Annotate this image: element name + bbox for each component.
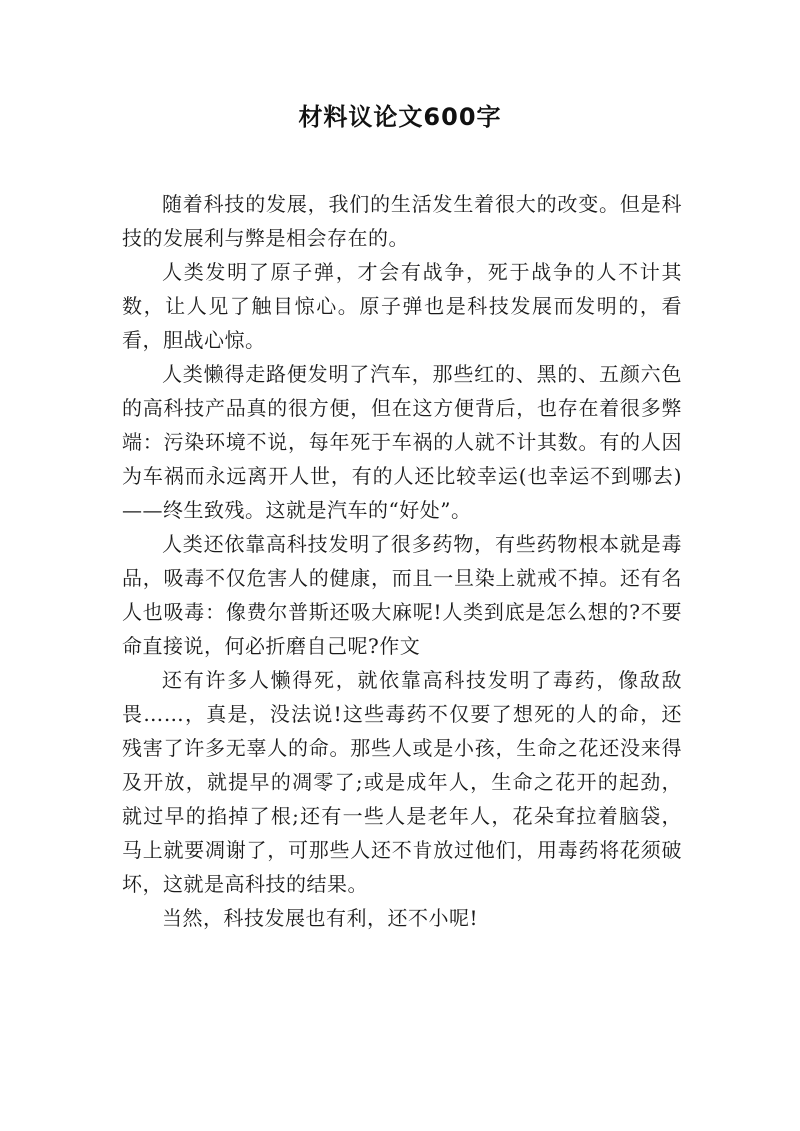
- paragraph: 当然，科技发展也有利，还不小呢!: [162, 906, 479, 930]
- paragraph: 人类懒得走路便发明了汽车，那些红的、黑的、五颜六色的高科技产品真的很方便，但在这方便背后，也存在着很多弊端：污染环境不说，每年死于车祸的人就不计其数。有的人因为车祸而永远离开人世，有的人还比较幸运(也幸运不到哪去)——终生致残。这就是汽车的“好处”。: [122, 362, 682, 522]
- document-title: 材料议论文600字: [298, 103, 502, 131]
- paragraph: 还有许多人懒得死，就依靠高科技发明了毒药，像敌敌畏……，真是，没法说!这些毒药不仅要了想死的人的命，还残害了许多无辜人的命。那些人或是小孩，生命之花还没来得及开放，就提早的凋零了;或是成年人，生命之花开的起劲，就过早的掐掉了根;还有一些人是老年人，花朵耷拉着脑袋，马上就要凋谢了，可那些人还不肯放过他们，用毒药将花须破坏，这就是高科技的结果。: [122, 668, 682, 896]
- paragraph: 人类发明了原子弹，才会有战争，死于战争的人不计其数，让人见了触目惊心。原子弹也是科技发展而发明的，看看，胆战心惊。: [122, 260, 682, 352]
- document-body: [122, 187, 682, 935]
- paragraph: 随着科技的发展，我们的生活发生着很大的改变。但是科技的发展利与弊是相会存在的。: [122, 192, 682, 250]
- paragraph: 人类还依靠高科技发明了很多药物，有些药物根本就是毒品，吸毒不仅危害人的健康，而且一旦染上就戒不掉。还有名人也吸毒：像费尔普斯还吸大麻呢!人类到底是怎么想的?不要命直接说，何必折磨自己呢?作文: [122, 532, 682, 658]
